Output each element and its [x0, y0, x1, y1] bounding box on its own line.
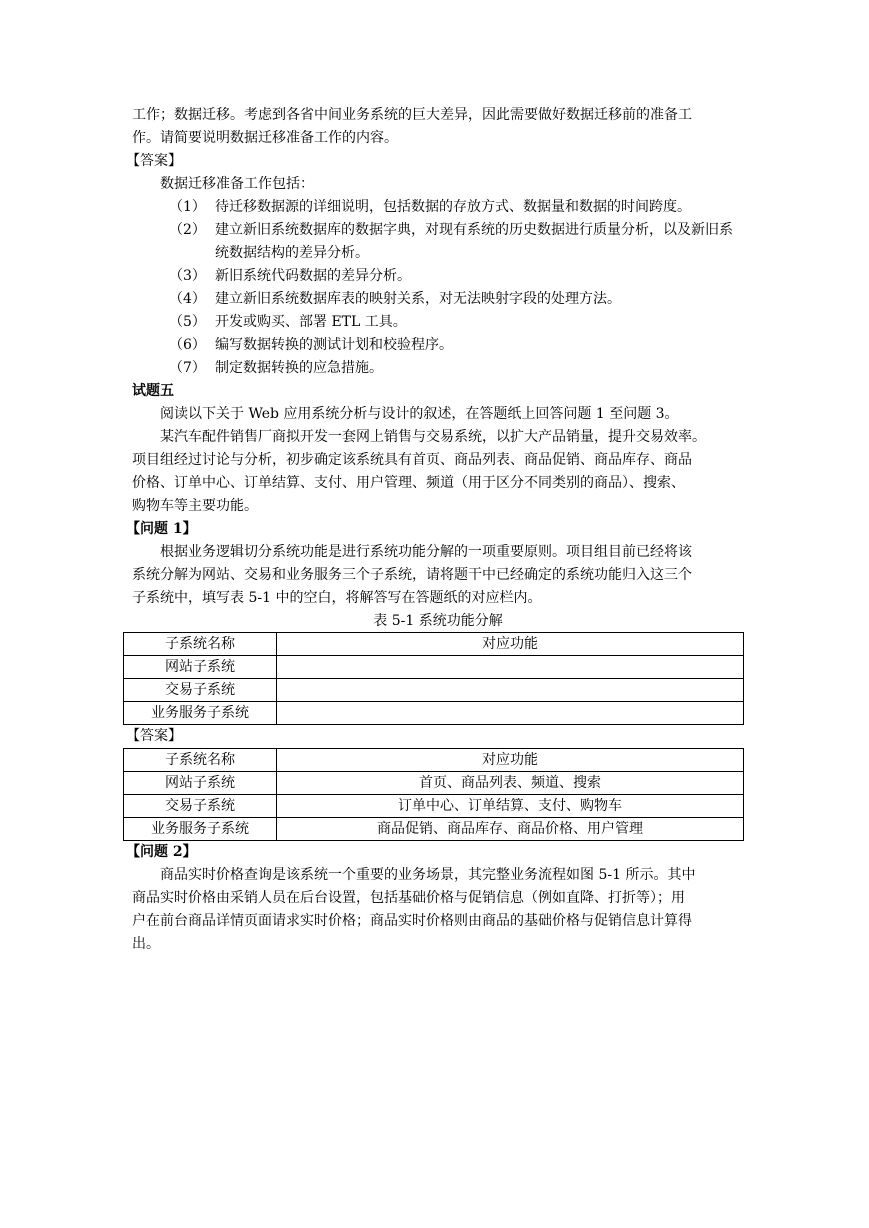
table-row: [124, 795, 744, 818]
column-header: 子系统名称: [124, 633, 277, 656]
item-number: （1）: [169, 199, 206, 215]
list-item: [132, 219, 744, 265]
scenario-line: 某汽车配件销售厂商拟开发一套网上销售与交易系统，以扩大产品销量，提升交易效率。: [160, 429, 706, 445]
function-cell: [277, 656, 744, 679]
column-header: 对应功能: [277, 633, 744, 656]
table-header-row: [124, 633, 744, 656]
item-number: （6）: [169, 337, 206, 353]
function-cell: [277, 702, 744, 725]
item-text: 编写数据转换的测试计划和校验程序。: [215, 337, 453, 353]
subsystem-cell: 网站子系统: [124, 772, 277, 795]
item-number: （3）: [169, 268, 206, 284]
prep-list: [132, 196, 744, 380]
question-2-label: 【问题 2】: [126, 844, 197, 860]
item-text: 建立新旧系统数据库的数据字典，对现有系统的历史数据进行质量分析，以及新旧系统数据结构的差异分析。: [215, 222, 733, 261]
function-cell: 商品促销、商品库存、商品价格、用户管理: [277, 818, 744, 841]
question-1-line: 根据业务逻辑切分系统功能是进行系统功能分解的一项重要原则。项目组目前已经将该: [160, 544, 692, 560]
subsystem-cell: 交易子系统: [124, 795, 277, 818]
intro-line: 工作；数据迁移。考虑到各省中间业务系统的巨大差异，因此需要做好数据迁移前的准备工: [132, 107, 692, 123]
item-number: （4）: [169, 291, 206, 307]
blank-table: [123, 632, 744, 725]
subsystem-cell: 网站子系统: [124, 656, 277, 679]
column-header: 子系统名称: [124, 749, 277, 772]
section-intro: 阅读以下关于 Web 应用系统分析与设计的叙述，在答题纸上回答问题 1 至问题 3。: [160, 406, 679, 422]
table-header-row: [124, 749, 744, 772]
intro-line: 作。请简要说明数据迁移准备工作的内容。: [132, 130, 398, 146]
question-2-line: 商品实时价格由采销人员在后台设置，包括基础价格与促销信息（例如直降、打折等）；用: [132, 890, 685, 906]
function-cell: 订单中心、订单结算、支付、购物车: [277, 795, 744, 818]
list-item: [132, 357, 744, 380]
list-item: [132, 311, 744, 334]
item-text: 制定数据转换的应急措施。: [215, 360, 383, 376]
prep-intro: 数据迁移准备工作包括：: [160, 176, 314, 192]
subsystem-cell: 业务服务子系统: [124, 702, 277, 725]
item-text: 新旧系统代码数据的差异分析。: [215, 268, 411, 284]
table-row: [124, 818, 744, 841]
answer-label: 【答案】: [126, 728, 182, 744]
list-item: [132, 196, 744, 219]
table-row: [124, 702, 744, 725]
answer-label: 【答案】: [126, 153, 182, 169]
item-text: 建立新旧系统数据库表的映射关系，对无法映射字段的处理方法。: [215, 291, 621, 307]
scenario-line: 价格、订单中心、订单结算、支付、用户管理、频道（用于区分不同类别的商品）、搜索、: [132, 475, 685, 491]
column-header: 对应功能: [277, 749, 744, 772]
question-2-line: 商品实时价格查询是该系统一个重要的业务场景，其完整业务流程如图 5-1 所示。其中: [160, 867, 696, 883]
item-text: 开发或购买、部署 ETL 工具。: [215, 314, 407, 330]
question-2-line: 出。: [132, 936, 160, 952]
subsystem-cell: 交易子系统: [124, 679, 277, 702]
list-item: [132, 288, 744, 311]
scenario-line: 项目组经过讨论与分析，初步确定该系统具有首页、商品列表、商品促销、商品库存、商品: [132, 452, 692, 468]
question-2-line: 户在前台商品详情页面请求实时价格；商品实时价格则由商品的基础价格与促销信息计算得: [132, 913, 692, 929]
function-cell: [277, 679, 744, 702]
scenario-line: 购物车等主要功能。: [132, 498, 258, 514]
item-number: （7）: [169, 360, 206, 376]
function-cell: 首页、商品列表、频道、搜索: [277, 772, 744, 795]
table-row: [124, 679, 744, 702]
table-caption: 表 5-1 系统功能分解: [373, 613, 503, 629]
question-1-label: 【问题 1】: [126, 521, 197, 537]
list-item: [132, 265, 744, 288]
list-item: [132, 334, 744, 357]
question-1-line: 子系统中，填写表 5-1 中的空白，将解答写在答题纸的对应栏内。: [132, 590, 542, 606]
item-text: 待迁移数据源的详细说明，包括数据的存放方式、数据量和数据的时间跨度。: [215, 199, 691, 215]
table-row: [124, 772, 744, 795]
item-number: （5）: [169, 314, 206, 330]
table-row: [124, 656, 744, 679]
question-1-line: 系统分解为网站、交易和业务服务三个子系统，请将题干中已经确定的系统功能归入这三个: [132, 567, 692, 583]
subsystem-cell: 业务服务子系统: [124, 818, 277, 841]
item-number: （2）: [169, 222, 206, 238]
section-title: 试题五: [132, 383, 174, 399]
answer-table: [123, 748, 744, 841]
document-page: [126, 104, 744, 956]
